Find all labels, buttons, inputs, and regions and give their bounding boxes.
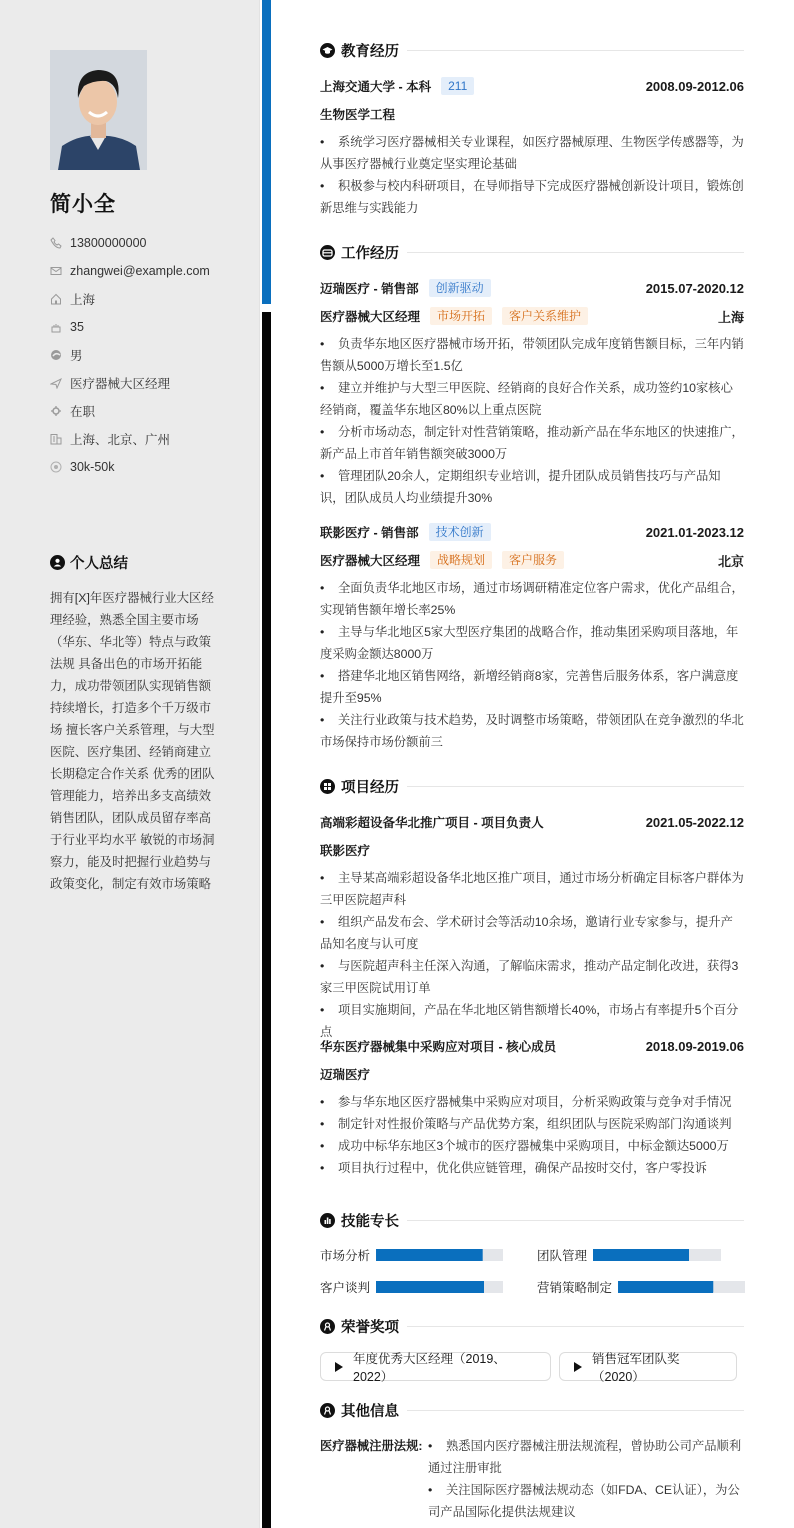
plane-icon [50, 377, 62, 389]
summary-text: 拥有[X]年医疗器械行业大区经理经验，熟悉全国主要市场（华东、华北等）特点与政策法规 具备出色的市场开拓能力，成功带领团队实现销售额持续增长，打造多个千万级市场 擅长客户关系管理，与大型医院、医疗集团、经销商建立长期稳定合作关系 优秀的团队管理能力，培养出多支高绩效销售团队，团队成员留存率高于行业平均水平 敏锐的市场洞察力，能及时把握行业趋势与政策变化，制定有效市场策略 [50, 591, 215, 891]
role-tag: 客户关系维护 [502, 307, 588, 325]
briefcase-icon [320, 245, 335, 260]
city-icon [50, 433, 62, 445]
section-work-heading: 工作经历 [320, 242, 744, 262]
graduation-cap-icon [320, 43, 335, 58]
skill-bar [376, 1249, 503, 1261]
bullet-item: • 关注行业政策与技术趋势，及时调整市场策略，带领团队在竞争激烈的华北市场保持市场份额前三 [320, 713, 744, 749]
project-row [320, 812, 744, 832]
bullet-item: • 全面负责华北地区市场，通过市场调研精准定位客户需求，优化产品组合，实现销售额年增长率25% [320, 581, 744, 617]
project-bullets [320, 1091, 744, 1179]
bullet-item: • 项目实施期间，产品在华北地区销售额增长40%，市场占有率提升5个百分点 [320, 1003, 739, 1039]
bullet-item: • 主导与华北地区5家大型医疗集团的战略合作，推动集团采购项目落地，年度采购金额达8000万 [320, 625, 739, 661]
profile-photo [50, 50, 147, 170]
info-status: 在职 [50, 397, 250, 425]
role-tag: 客户服务 [502, 551, 564, 569]
company-tag: 创新驱动 [429, 279, 491, 297]
role-tag: 市场开拓 [430, 307, 492, 325]
education-bullets [320, 131, 744, 219]
project-bullets [320, 867, 744, 1043]
awards-list [320, 1351, 737, 1384]
work-bullets [320, 333, 744, 509]
bullet-item: • 建立并维护与大型三甲医院、经销商的良好合作关系，成功签约10家核心经销商，覆盖华东地区80%以上重点医院 [320, 381, 733, 417]
award-item[interactable]: 年度优秀大区经理（2019、2022） [320, 1352, 551, 1381]
salary-icon [50, 461, 62, 473]
project-name: 高端彩超设备华北推广项目 - 项目负责人 [320, 816, 544, 830]
age-icon [50, 321, 62, 333]
project-company-row [320, 840, 744, 860]
project-row [320, 1036, 744, 1056]
bullet-item: • 积极参与校内科研项目，在导师指导下完成医疗器械创新设计项目，锻炼创新思维与实践能力 [320, 179, 744, 215]
award-item[interactable]: 销售冠军团队奖（2020） [559, 1352, 737, 1381]
work-company-row [320, 522, 744, 542]
mail-icon [50, 265, 62, 277]
bullet-item: • 熟悉国内医疗器械注册法规流程，曾协助公司产品顺利通过注册审批 [428, 1439, 742, 1475]
section-honors-heading: 荣誉奖项 [320, 1316, 744, 1336]
home-icon [50, 293, 62, 305]
phone-icon [50, 237, 62, 249]
bullet-item: • 制定针对性报价策略与产品优势方案，组织团队与医院采购部门沟通谈判 [320, 1117, 732, 1131]
play-triangle-icon [574, 1362, 582, 1372]
info-email: zhangwei@example.com [50, 257, 250, 285]
role-tag: 战略规划 [430, 551, 492, 569]
major: 生物医学工程 [320, 108, 396, 122]
bullet-item: • 负责华东地区医疗器械市场开拓，带领团队完成年度销售额目标，三年内销售额从5000万增长至1.5亿 [320, 337, 744, 373]
divider [407, 786, 744, 787]
info-location: 上海 [50, 285, 250, 313]
award-icon [320, 1403, 335, 1418]
company-name: 迈瑞医疗 - 销售部 [320, 282, 419, 296]
info-phone: 13800000000 [50, 229, 250, 257]
award-icon [320, 1319, 335, 1334]
status-icon [50, 405, 62, 417]
section-skills-heading: 技能专长 [320, 1210, 744, 1230]
skill-bar [376, 1281, 503, 1293]
bullet-item: • 项目执行过程中，优化供应链管理，确保产品按时交付，客户零投诉 [320, 1161, 707, 1175]
bullet-item: • 成功中标华东地区3个城市的医疗器械集中采购项目，中标金额达5000万 [320, 1139, 729, 1153]
grid-icon [320, 779, 335, 794]
divider [407, 1220, 744, 1221]
info-position: 医疗器械大区经理 [50, 369, 250, 397]
divider [407, 1326, 744, 1327]
section-other-heading: 其他信息 [320, 1400, 744, 1420]
work-date: 2015.07-2020.12 [645, 280, 744, 296]
bullet-item: • 系统学习医疗器械相关专业课程，如医疗器械原理、生物医学传感器等，为从事医疗器械行业奠定坚实理论基础 [320, 135, 744, 171]
bullet-item: • 搭建华北地区销售网络，新增经销商8家，完善售后服务体系，客户满意度提升至95% [320, 669, 739, 705]
project-company: 联影医疗 [320, 844, 371, 858]
work-bullets [320, 577, 744, 753]
user-icon [50, 555, 65, 570]
skill-bar [593, 1249, 721, 1261]
summary-heading: 个人总结 [50, 552, 128, 573]
gender-icon [50, 349, 62, 361]
profile-name: 简小全 [50, 193, 116, 216]
role-title: 医疗器械大区经理 [320, 554, 421, 568]
other-bullets [428, 1435, 744, 1523]
work-role-row [320, 550, 744, 570]
bullet-item: • 组织产品发布会、学术研讨会等活动10余场，邀请行业专家参与，提升产品知名度与认可度 [320, 915, 733, 951]
school-name: 上海交通大学 - 本科 [320, 80, 432, 94]
accent-bar-black [262, 312, 271, 1528]
info-cities: 上海、北京、广州 [50, 425, 250, 453]
skill-item: 客户谈判 [320, 1278, 503, 1296]
work-role-row [320, 306, 744, 326]
divider [407, 50, 744, 51]
school-tag: 211 [441, 77, 474, 95]
major-row [320, 104, 744, 124]
divider [407, 1410, 744, 1411]
divider [407, 252, 744, 253]
skill-item: 市场分析 [320, 1246, 503, 1264]
info-age: 35 [50, 313, 250, 341]
project-date: 2018.09-2019.06 [645, 1038, 744, 1054]
company-tag: 技术创新 [429, 523, 491, 541]
role-title: 医疗器械大区经理 [320, 310, 421, 324]
bullet-item: • 关注国际医疗器械法规动态（如FDA、CE认证），为公司产品国际化提供法规建议 [428, 1483, 740, 1519]
education-date: 2008.09-2012.06 [645, 78, 744, 94]
work-date: 2021.01-2023.12 [645, 524, 744, 540]
work-location: 上海 [717, 309, 744, 325]
project-date: 2021.05-2022.12 [645, 814, 744, 830]
section-projects-heading: 项目经历 [320, 776, 744, 796]
info-gender: 男 [50, 341, 250, 369]
play-triangle-icon [335, 1362, 343, 1372]
project-name: 华东医疗器械集中采购应对项目 - 核心成员 [320, 1040, 557, 1054]
work-company-row [320, 278, 744, 298]
section-education-heading: 教育经历 [320, 40, 744, 60]
bullet-item: • 管理团队20余人，定期组织专业培训，提升团队成员销售技巧与产品知识，团队成员人均业绩提升30% [320, 469, 721, 505]
company-name: 联影医疗 - 销售部 [320, 526, 419, 540]
bullet-item: • 主导某高端彩超设备华北地区推广项目，通过市场分析确定目标客户群体为三甲医院超声科 [320, 871, 744, 907]
skill-item: 团队管理 [537, 1246, 721, 1264]
education-row [320, 76, 744, 96]
other-label: 医疗器械注册法规: [320, 1439, 423, 1453]
project-company-row [320, 1064, 744, 1084]
accent-bar-blue [262, 0, 271, 304]
info-salary: 30k-50k [50, 453, 250, 481]
bullet-item: • 分析市场动态，制定针对性营销策略，推动新产品在华东地区的快速推广，新产品上市首年销售额突破3000万 [320, 425, 744, 461]
other-info [320, 1435, 744, 1523]
sidebar [0, 0, 260, 1528]
skill-item: 营销策略制定 [537, 1278, 745, 1296]
skill-bar [618, 1281, 745, 1293]
bullet-item: • 与医院超声科主任深入沟通，了解临床需求，推动产品定制化改进，获得3家三甲医院试用订单 [320, 959, 739, 995]
project-company: 迈瑞医疗 [320, 1068, 371, 1082]
bar-chart-icon [320, 1213, 335, 1228]
bullet-item: • 参与华东地区医疗器械集中采购应对项目，分析采购政策与竞争对手情况 [320, 1095, 732, 1109]
work-location: 北京 [717, 553, 744, 569]
contact-info-list [50, 229, 250, 481]
